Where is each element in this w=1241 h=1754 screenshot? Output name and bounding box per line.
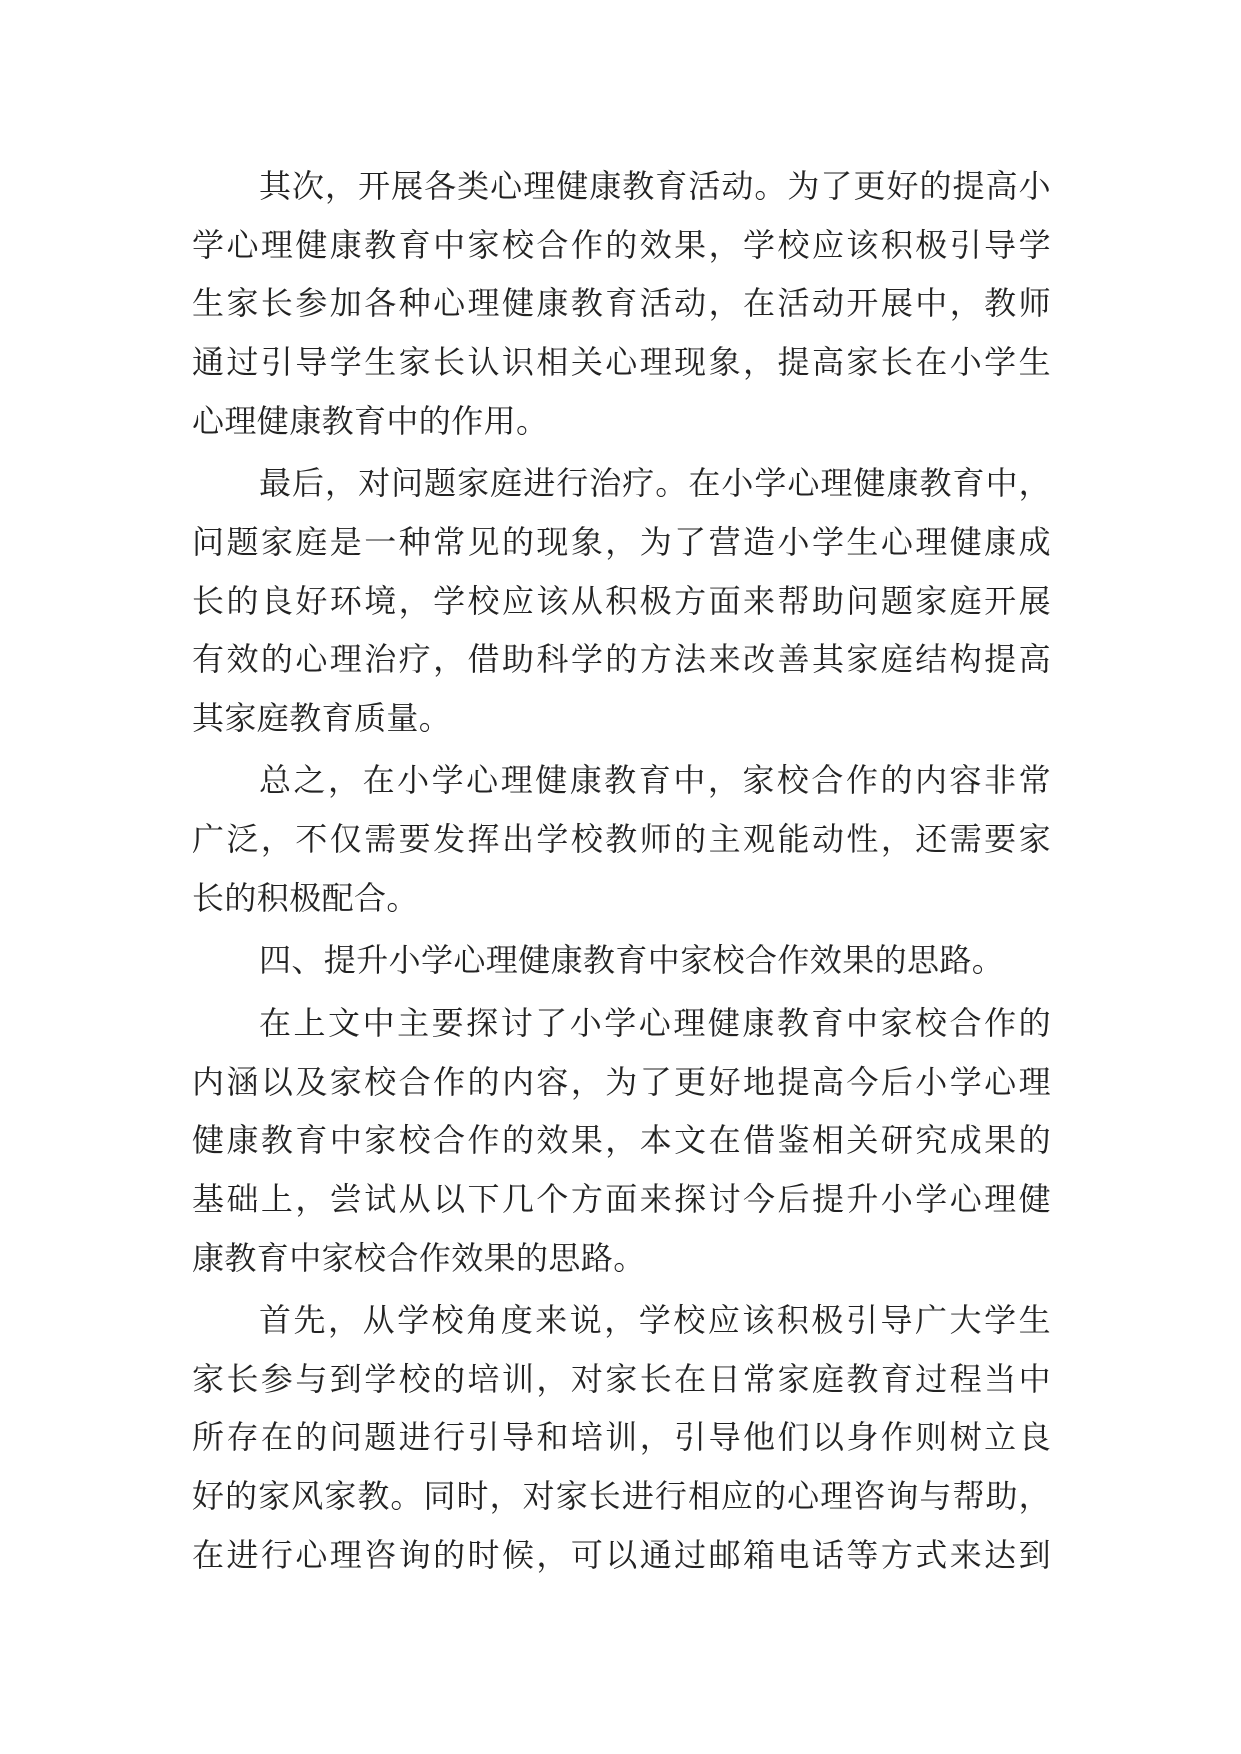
paragraph-line: 基础上，尝试从以下几个方面来探讨今后提升小学心理健: [192, 1179, 1051, 1218]
paragraph-line: 长的积极配合。: [192, 878, 419, 917]
paragraph: [192, 157, 1051, 450]
paragraph: [192, 751, 1051, 927]
paragraph-line: 总之，在小学心理健康教育中，家校合作的内容非常: [259, 761, 1051, 800]
paragraph-line: 生家长参加各种心理健康教育活动，在活动开展中，教师: [192, 284, 1051, 323]
paragraph-line: 好的家风家教。同时，对家长进行相应的心理咨询与帮助，: [192, 1477, 1051, 1516]
paragraph-line: 心理健康教育中的作用。: [192, 401, 549, 440]
paragraph-line: 通过引导学生家长认识相关心理现象，提高家长在小学生: [192, 343, 1051, 382]
section-heading-line: 四、提升小学心理健康教育中家校合作效果的思路。: [259, 941, 1005, 980]
paragraph-line: 首先，从学校角度来说，学校应该积极引导广大学生: [259, 1301, 1051, 1340]
paragraph: [192, 454, 1051, 747]
paragraph-line: 有效的心理治疗，借助科学的方法来改善其家庭结构提高: [192, 640, 1051, 679]
paragraph: [192, 1291, 1051, 1584]
paragraph-line: 问题家庭是一种常见的现象，为了营造小学生心理健康成: [192, 522, 1051, 561]
paragraph-line: 所存在的问题进行引导和培训，引导他们以身作则树立良: [192, 1418, 1051, 1457]
section-heading: [192, 931, 1051, 990]
paragraph-line: 其次，开展各类心理健康教育活动。为了更好的提高小: [259, 167, 1051, 205]
paragraph-line: 康教育中家校合作效果的思路。: [192, 1238, 646, 1277]
paragraph-line: 广泛，不仅需要发挥出学校教师的主观能动性，还需要家: [192, 820, 1051, 859]
paragraph-line: 家长参与到学校的培训，对家长在日常家庭教育过程当中: [192, 1359, 1051, 1398]
paragraph: [192, 994, 1051, 1287]
paragraph-line: 在进行心理咨询的时候，可以通过邮箱电话等方式来达到: [192, 1535, 1051, 1574]
paragraph-line: 内涵以及家校合作的内容，为了更好地提高今后小学心理: [192, 1062, 1051, 1101]
document-body: [192, 157, 1051, 1584]
paragraph-line: 最后，对问题家庭进行治疗。在小学心理健康教育中，: [259, 464, 1051, 503]
paragraph-line: 学心理健康教育中家校合作的效果，学校应该积极引导学: [192, 225, 1051, 264]
paragraph-line: 在上文中主要探讨了小学心理健康教育中家校合作的: [259, 1003, 1051, 1042]
paragraph-line: 长的良好环境，学校应该从积极方面来帮助问题家庭开展: [192, 581, 1051, 620]
paragraph-line: 其家庭教育质量。: [192, 698, 452, 737]
paragraph-line: 健康教育中家校合作的效果，本文在借鉴相关研究成果的: [192, 1121, 1051, 1160]
